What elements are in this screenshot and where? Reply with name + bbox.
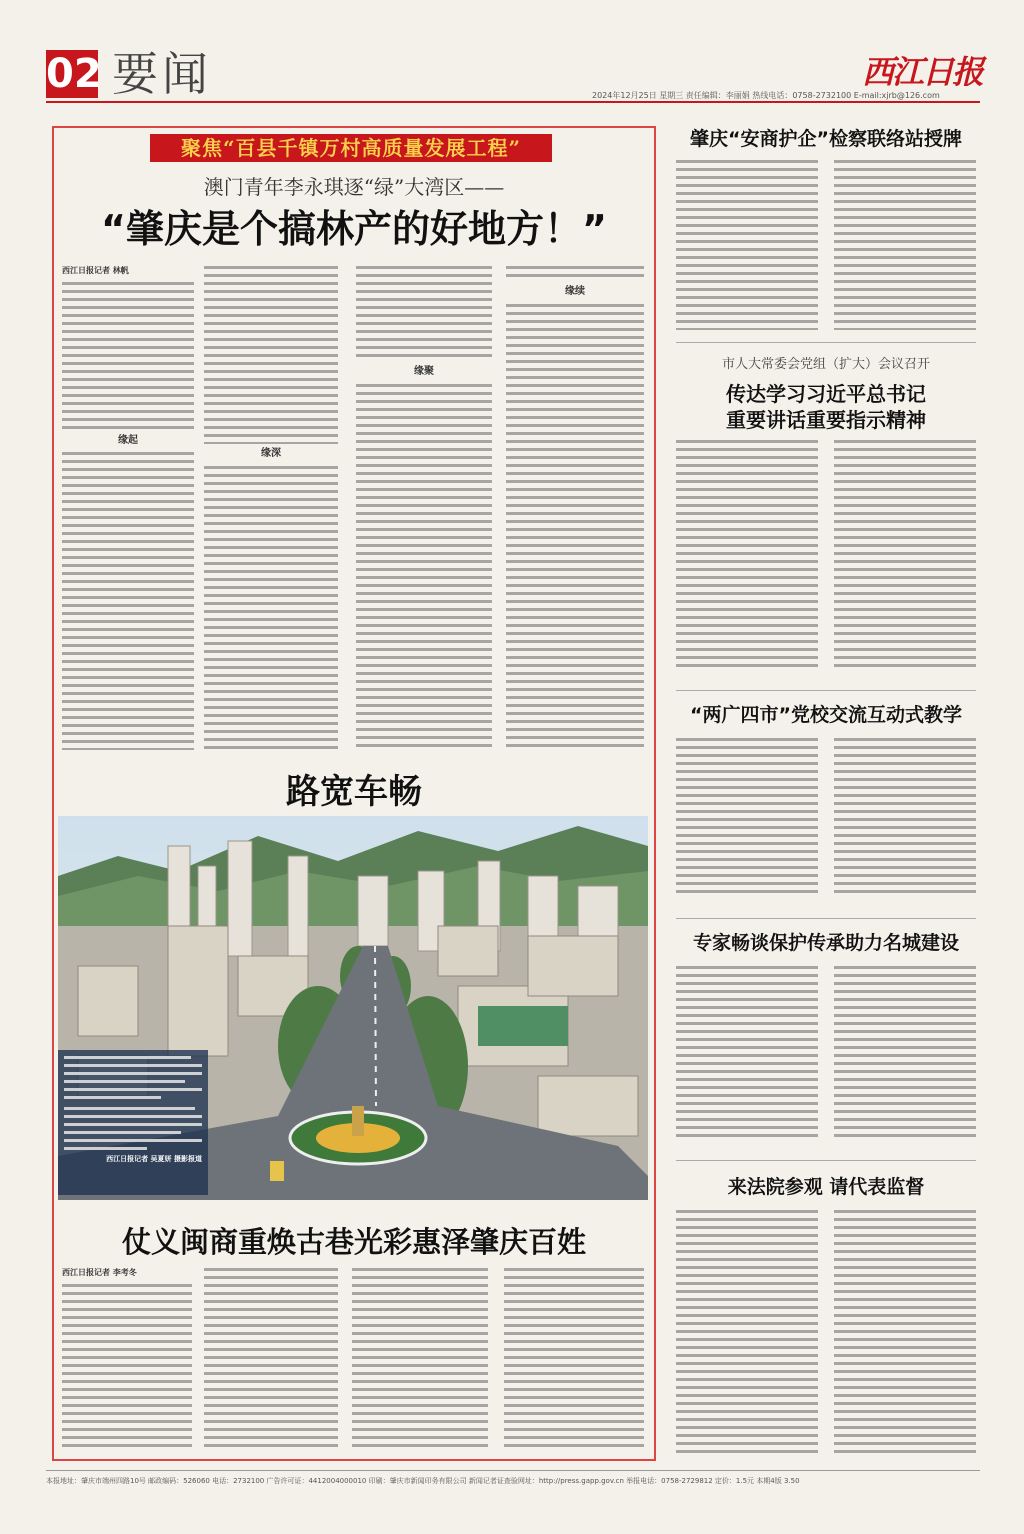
photo-credit: 西江日报记者 吴夏妍 摄影报道: [106, 1155, 202, 1163]
body-text-block: [62, 452, 194, 750]
photo-caption: [58, 1050, 208, 1195]
body-text-block: [676, 1210, 818, 1456]
column-divider: [676, 918, 976, 919]
body-text-block: [352, 1268, 488, 1452]
body-text-block: [204, 266, 338, 444]
main-byline: 西江日报记者 林帆: [62, 266, 129, 275]
body-text-block: [356, 384, 492, 750]
issue-meta: 2024年12月25日 星期三 责任编辑：李丽娟 热线电话：0758-2732100 E-mail:xjrb@126.com: [592, 91, 940, 100]
subhead: 缘聚: [414, 366, 434, 377]
body-text-block: [834, 738, 976, 898]
body-text-block: [676, 738, 818, 898]
masthead-rule: [46, 101, 980, 103]
column-divider: [676, 342, 976, 343]
body-text-block: [834, 440, 976, 668]
body-text-block: [356, 266, 492, 362]
body-text-block: [506, 304, 644, 750]
body-text-block: [834, 966, 976, 1138]
right-story-2-headline-line1: 传达学习习近平总书记: [726, 382, 926, 406]
right-story-2-headline-line2: 重要讲话重要指示精神: [726, 408, 926, 432]
footer-rule: [46, 1470, 980, 1471]
body-text-block: [204, 1268, 338, 1452]
section-title: 要闻: [112, 47, 212, 101]
body-text-block: [204, 466, 338, 750]
right-story-3-headline: “两广四市”党校交流互动式教学: [690, 704, 962, 726]
body-text-block: [62, 282, 194, 430]
body-text-block: [676, 160, 818, 330]
bottom-headline: 仗义闽商重焕古巷光彩惠泽肇庆百姓: [121, 1225, 586, 1259]
feature-banner: 聚焦“百县千镇万村高质量发展工程”: [150, 134, 552, 162]
body-text-block: [676, 966, 818, 1138]
body-text-block: [834, 1210, 976, 1456]
right-story-4-headline: 专家畅谈保护传承助力名城建设: [692, 932, 959, 954]
right-story-5-headline: 来法院参观 请代表监督: [727, 1176, 925, 1198]
page-footer: 本报地址：肇庆市端州四路10号 邮政编码：526060 电话：2732100 广告许可证：4412004000010 印刷：肇庆市新闻印务有限公司 新闻记者证查验网址：http://press.gapp.gov.cn 举报电话：0758-2729812 定价：1.5元 本期4版 3.50: [46, 1477, 800, 1485]
subhead: 缘续: [565, 286, 585, 297]
bottom-byline: 西江日报记者 李考冬: [62, 1268, 137, 1277]
right-story-1-headline: 肇庆“安商护企”检察联络站授牌: [690, 128, 962, 150]
main-headline: “肇庆是个搞林产的好地方！”: [101, 207, 607, 251]
body-text-block: [506, 266, 644, 282]
photo-title: 路宽车畅: [286, 772, 422, 812]
body-text-block: [62, 1284, 192, 1452]
page-number: 02: [46, 51, 102, 97]
main-kicker: 澳门青年李永琪逐“绿”大湾区——: [203, 175, 505, 199]
subhead: 缘起: [118, 435, 138, 446]
right-story-2-kicker: 市人大常委会党组（扩大）会议召开: [721, 357, 930, 372]
body-text-block: [676, 440, 818, 668]
body-text-block: [504, 1268, 644, 1452]
column-divider: [676, 1160, 976, 1161]
column-divider: [676, 690, 976, 691]
subhead: 缘深: [261, 448, 281, 459]
newspaper-logo: 西江日报: [862, 53, 983, 91]
body-text-block: [834, 160, 976, 330]
